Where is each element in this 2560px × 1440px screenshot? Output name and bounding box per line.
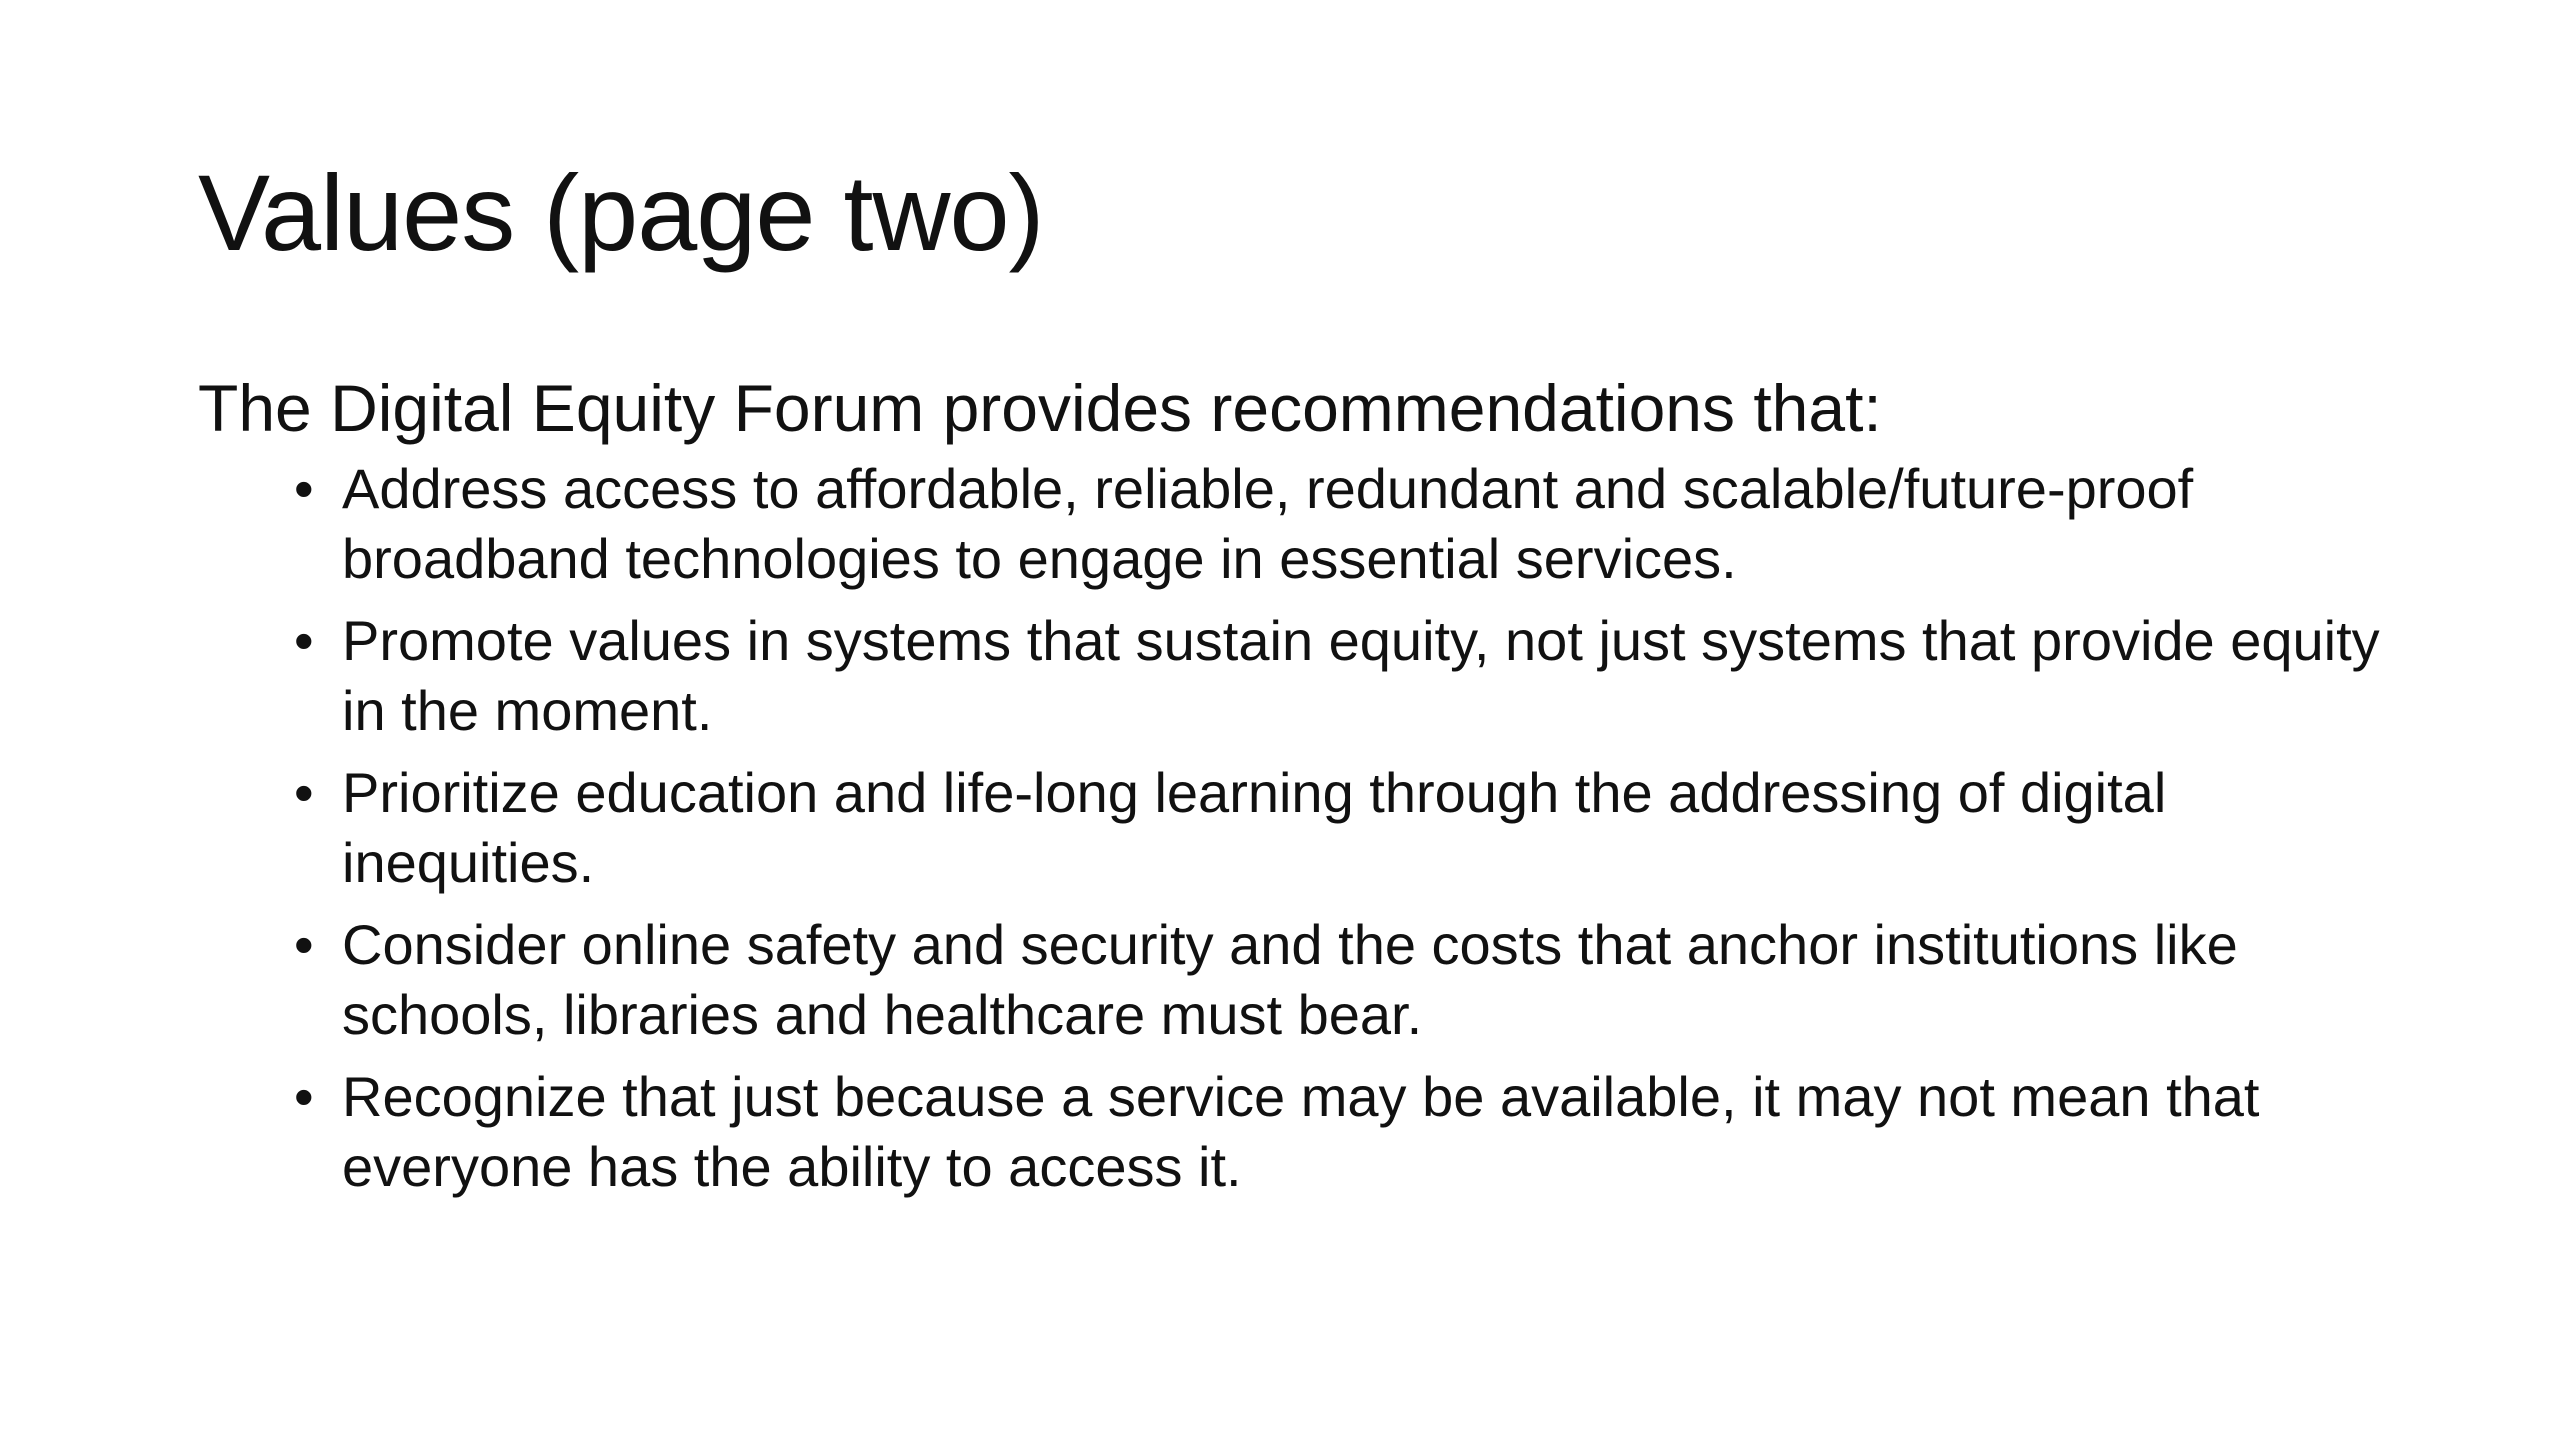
bullet-item	[198, 606, 2398, 746]
slide-body	[198, 368, 2398, 1214]
bullet-text: Recognize that just because a service may be available, it may not mean that everyone has the ability to access it.	[342, 1065, 2260, 1198]
bullet-text: Address access to affordable, reliable, redundant and scalable/future-proof broadband technologies to engage in essential services.	[342, 457, 2194, 590]
bullet-list	[198, 454, 2398, 1202]
bullet-text: Consider online safety and security and the costs that anchor institutions like schools, libraries and healthcare must bear.	[342, 913, 2238, 1046]
bullet-item	[198, 454, 2398, 594]
slide-title: Values (page two)	[198, 152, 1044, 273]
bullet-text: Prioritize education and life-long learning through the addressing of digital inequities.	[342, 761, 2167, 894]
bullet-dot-icon: •	[294, 1065, 314, 1128]
bullet-dot-icon: •	[294, 609, 314, 672]
bullet-item	[198, 758, 2398, 898]
bullet-dot-icon: •	[294, 457, 314, 520]
bullet-dot-icon: •	[294, 761, 314, 824]
bullet-dot-icon: •	[294, 913, 314, 976]
intro-text: The Digital Equity Forum provides recommendations that:	[198, 371, 1882, 445]
bullet-item	[198, 1062, 2398, 1202]
bullet-item	[198, 910, 2398, 1050]
bullet-text: Promote values in systems that sustain equity, not just systems that provide equity in the moment.	[342, 609, 2380, 742]
